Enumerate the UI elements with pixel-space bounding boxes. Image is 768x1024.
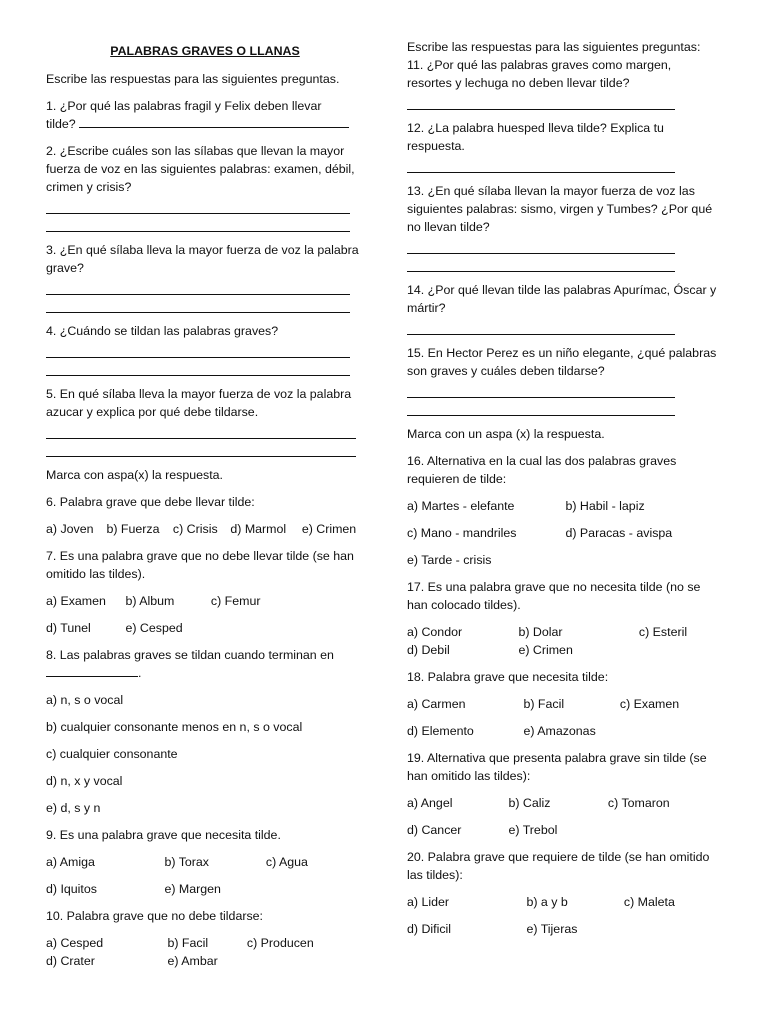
option-18c[interactable]: c) Examen [619,697,680,711]
question-20 [407,848,719,938]
answer-line-1[interactable] [79,115,349,128]
question-15-text: 15. En Hector Perez es un niño elegante, ¿qué palabras son graves y cuáles deben tildarse? [407,346,717,378]
answer-blank-8[interactable] [46,664,138,677]
option-6d[interactable]: d) Marmol [230,522,287,536]
option-18a[interactable]: a) Carmen [407,697,466,711]
question-19 [407,749,719,839]
answer-line-3b[interactable] [46,295,350,313]
option-16e[interactable]: e) Tarde - crisis [407,553,492,567]
option-7b[interactable]: b) Album [125,594,175,608]
option-19b[interactable]: b) Caliz [508,796,551,810]
option-6a[interactable]: a) Joven [46,522,94,536]
option-10e[interactable]: e) Ambar [167,954,218,968]
question-6 [46,493,364,538]
option-18b[interactable]: b) Facil [523,697,565,711]
mark-instructions-left: Marca con aspa(x) la respuesta. [46,468,223,482]
option-16d[interactable]: d) Paracas - avispa [565,526,673,540]
question-11 [407,56,719,110]
answer-line-3a[interactable] [46,277,350,295]
option-17a[interactable]: a) Condor [407,625,463,639]
option-6b[interactable]: b) Fuerza [106,522,160,536]
question-2 [46,142,364,232]
option-20e[interactable]: e) Tijeras [526,922,578,936]
option-9d[interactable]: d) Iquitos [46,882,97,896]
option-20c[interactable]: c) Maleta [623,895,675,909]
option-6c[interactable]: c) Crisis [172,522,218,536]
instructions-left: Escribe las respuestas para las siguientes preguntas. [46,72,340,86]
question-3 [46,241,364,313]
answer-line-14[interactable] [407,317,675,335]
option-20d[interactable]: d) Dificil [407,922,452,936]
option-19c[interactable]: c) Tomaron [607,796,670,810]
question-17 [407,578,719,659]
question-8-tail: . [138,666,142,680]
option-18d[interactable]: d) Elemento [407,724,474,738]
question-19-text: 19. Alternativa que presenta palabra grave sin tilde (se han omitido las tildes): [407,751,707,783]
question-10 [46,907,364,970]
option-18e[interactable]: e) Amazonas [523,724,596,738]
question-12 [407,119,719,173]
option-17b[interactable]: b) Dolar [518,625,563,639]
question-13-text: 13. ¿En qué sílaba llevan la mayor fuerza de voz las siguientes palabras: sismo, virgen y Tumbes? ¿Por qué no llevan tilde? [407,184,713,234]
option-17c[interactable]: c) Esteril [638,625,688,639]
question-1-text: 1. ¿Por qué las palabras fragil y Felix deben llevar [46,99,322,113]
answer-line-4a[interactable] [46,340,350,358]
answer-line-11[interactable] [407,92,675,110]
question-4 [46,322,364,376]
question-8 [46,646,364,817]
option-8e[interactable]: e) d, s y n [46,801,101,815]
option-9e[interactable]: e) Margen [164,882,221,896]
question-5-text: 5. En qué sílaba lleva la mayor fuerza de voz la palabra azucar y explica por qué debe tildarse. [46,387,352,419]
question-7-text: 7. Es una palabra grave que no debe llevar tilde (se han omitido las tildes). [46,549,354,581]
answer-line-13a[interactable] [407,236,675,254]
option-16b[interactable]: b) Habil - lapiz [565,499,645,513]
option-17e[interactable]: e) Crimen [518,643,573,657]
question-18 [407,668,719,740]
answer-line-5a[interactable] [46,421,356,439]
option-7d[interactable]: d) Tunel [46,621,91,635]
answer-line-15a[interactable] [407,380,675,398]
question-9-text: 9. Es una palabra grave que necesita tilde. [46,828,281,842]
option-8a[interactable]: a) n, s o vocal [46,693,124,707]
option-19e[interactable]: e) Trebol [508,823,558,837]
question-16 [407,452,719,569]
answer-line-4b[interactable] [46,358,350,376]
option-20b[interactable]: b) a y b [526,895,568,909]
option-10c[interactable]: c) Producen [246,936,314,950]
option-9b[interactable]: b) Torax [164,855,209,869]
question-15 [407,344,719,416]
option-19a[interactable]: a) Angel [407,796,453,810]
question-10-text: 10. Palabra grave que no debe tildarse: [46,909,263,923]
option-7e[interactable]: e) Cesped [125,621,183,635]
option-8d[interactable]: d) n, x y vocal [46,774,123,788]
question-14-text: 14. ¿Por qué llevan tilde las palabras Apurímac, Óscar y mártir? [407,283,717,315]
option-7a[interactable]: a) Examen [46,594,106,608]
option-16c[interactable]: c) Mano - mandriles [407,526,517,540]
question-7 [46,547,364,637]
question-8-text: 8. Las palabras graves se tildan cuando terminan en [46,648,334,662]
option-6e[interactable]: e) Crimen [301,522,357,536]
question-3-text: 3. ¿En qué sílaba lleva la mayor fuerza de voz la palabra grave? [46,243,359,275]
answer-line-15b[interactable] [407,398,675,416]
option-19d[interactable]: d) Cancer [407,823,462,837]
option-9a[interactable]: a) Amiga [46,855,95,869]
option-16a[interactable]: a) Martes - elefante [407,499,515,513]
answer-line-13b[interactable] [407,254,675,272]
answer-line-2a[interactable] [46,196,350,214]
option-10d[interactable]: d) Crater [46,954,95,968]
option-9c[interactable]: c) Agua [265,855,308,869]
option-10b[interactable]: b) Facil [167,936,209,950]
question-17-text: 17. Es una palabra grave que no necesita tilde (no se han colocado tildes). [407,580,701,612]
option-8c[interactable]: c) cualquier consonante [46,747,178,761]
question-14 [407,281,719,335]
question-6-text: 6. Palabra grave que debe llevar tilde: [46,495,255,509]
question-12-text: 12. ¿La palabra huesped lleva tilde? Explica tu respuesta. [407,121,664,153]
option-8b[interactable]: b) cualquier consonante menos en n, s o vocal [46,720,303,734]
question-16-text: 16. Alternativa en la cual las dos palabras graves requieren de tilde: [407,454,677,486]
instructions-right: Escribe las respuestas para las siguientes preguntas: [407,40,701,54]
answer-line-5b[interactable] [46,439,356,457]
option-10a[interactable]: a) Cesped [46,936,104,950]
question-11-text: 11. ¿Por qué las palabras graves como margen, resortes y lechuga no deben llevar tilde? [407,58,672,90]
option-20a[interactable]: a) Lider [407,895,450,909]
option-17d[interactable]: d) Debil [407,643,450,657]
answer-line-2b[interactable] [46,214,350,232]
question-18-text: 18. Palabra grave que necesita tilde: [407,670,609,684]
right-column [407,38,719,947]
question-1-tail: tilde? [46,117,80,131]
mark-instructions-right: Marca con un aspa (x) la respuesta. [407,427,605,441]
question-2-text: 2. ¿Escribe cuáles son las sílabas que llevan la mayor fuerza de voz en las siguientes palabras: examen, débil, crimen y crisis? [46,144,355,194]
left-column [46,38,364,979]
question-1 [46,97,364,133]
worksheet-title: PALABRAS GRAVES O LLANAS [110,44,300,58]
question-4-text: 4. ¿Cuándo se tildan las palabras graves? [46,324,279,338]
question-5 [46,385,364,457]
question-13 [407,182,719,272]
answer-line-12[interactable] [407,155,675,173]
question-20-text: 20. Palabra grave que requiere de tilde (se han omitido las tildes): [407,850,710,882]
question-9 [46,826,364,898]
option-7c[interactable]: c) Femur [210,594,261,608]
